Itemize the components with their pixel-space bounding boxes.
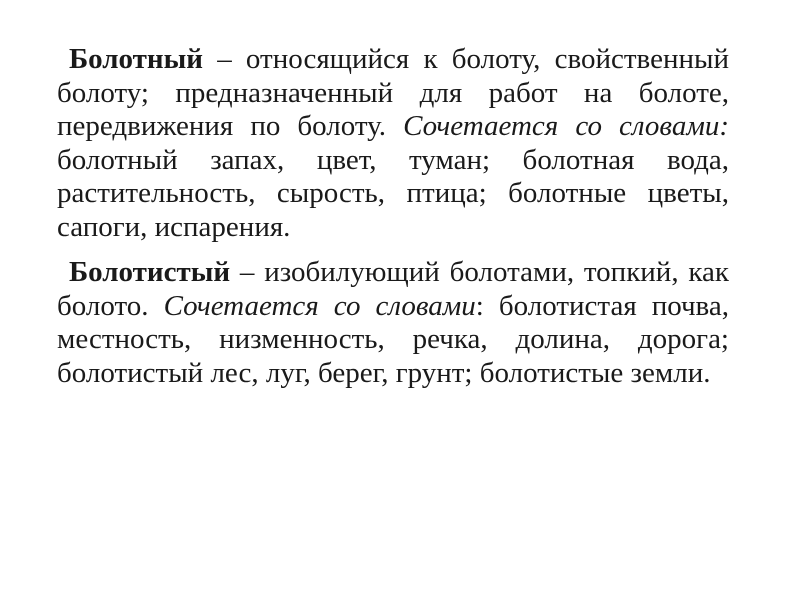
combo-text-bolotny: болотный запах, цвет, туман; болотная вода, растительность, сырость, птица; болотные цветы, сапоги, испарения. (57, 143, 729, 243)
term-bolotisty: Болотистый (69, 256, 231, 288)
entry-bolotny (57, 43, 729, 244)
combo-text-bolotisty: : болотистая почва, местность, низменность, речка, долина, дорога; болотистый лес, луг, берег, грунт; болотистые земли. (57, 289, 729, 389)
definition-bolotisty: – изобилующий болотами, топкий, как болото. (57, 256, 729, 322)
definition-bolotny: – относящийся к болоту, свойственный болоту; предназначенный для работ на болоте, передвижения по болоту. (57, 43, 729, 142)
entry-bolotisty (57, 256, 729, 390)
term-bolotny: Болотный (69, 43, 203, 75)
combo-label-bolotisty: Сочетается со словами (163, 289, 476, 322)
combo-label-bolotny: Сочетается со словами: (403, 110, 729, 142)
slide-content (57, 43, 729, 390)
